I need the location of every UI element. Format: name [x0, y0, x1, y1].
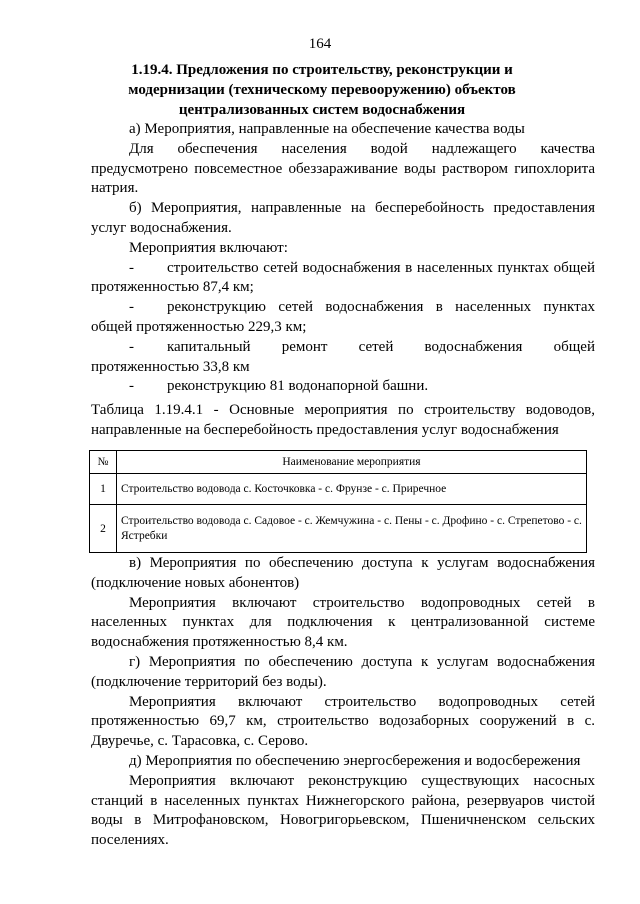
paragraph-d-text: Мероприятия включают реконструкцию существующих насосных станций в населенных пунктах Нижнегорского района, резервуаров чистой воды в Митрофановском, Новогригорьевском, Пшеничненском сельских поселениях.	[91, 772, 595, 849]
measures-table	[89, 450, 587, 553]
section-heading: 1.19.4. Предложения по строительству, реконструкции и модернизации (техническому перевооружению) объектов централизованных систем водоснабжения	[128, 62, 516, 118]
table-cell-number: 1	[90, 474, 117, 505]
list-item	[91, 298, 595, 338]
paragraph-b-title: б) Мероприятия, направленные на бесперебойность предоставления услуг водоснабжения.	[91, 200, 595, 236]
paragraph-d-title: д) Мероприятия по обеспечению энергосбережения и водосбережения	[129, 752, 581, 769]
list-item-text: реконструкцию сетей водоснабжения в населенных пунктах общей протяженностью 229,3 км;	[91, 299, 595, 335]
table-cell-name: Строительство водовода с. Садовое - с. Жемчужина - с. Пены - с. Дрофино - с. Стрепетово - с. Ястребки	[117, 505, 587, 553]
paragraph-v-text: Мероприятия включают строительство водопроводных сетей в населенных пунктах для подключения к централизованной системе водоснабжения протяженностью 8,4 км.	[91, 594, 595, 651]
list-item-text: реконструкцию 81 водонапорной башни.	[167, 378, 429, 395]
paragraph-g-title: г) Мероприятия по обеспечению доступа к услугам водоснабжения (подключение территорий без воды).	[91, 653, 595, 690]
page-number: 164	[308, 36, 332, 52]
paragraph-v-title: в) Мероприятия по обеспечению доступа к услугам водоснабжения (подключение новых абонентов)	[91, 555, 595, 591]
table-cell-number: 2	[90, 505, 117, 553]
list-item	[91, 259, 595, 299]
list-dash: -	[129, 259, 134, 276]
section-body-top	[91, 120, 595, 441]
table-header-row	[90, 451, 587, 474]
paragraph-g-text: Мероприятия включают строительство водопроводных сетей протяженностью 69,7 км, строительство водозаборных сооружений в с. Двуречье, с. Тарасовка, с. Серово.	[91, 693, 595, 750]
table-header-number: №	[90, 451, 117, 474]
list-item	[91, 338, 595, 378]
list-item-text: капитальный ремонт сетей водоснабжения общей протяженностью 33,8 км	[91, 338, 595, 375]
list-dash: -	[129, 338, 134, 355]
list-dash: -	[129, 378, 134, 395]
table-row	[90, 474, 587, 505]
list-item-text: строительство сетей водоснабжения в населенных пунктах общей протяженностью 87,4 км;	[91, 259, 595, 296]
table-caption: Таблица 1.19.4.1 - Основные мероприятия по строительству водоводов, направленные на бесперебойность предоставления услуг водоснабжения	[91, 402, 595, 438]
paragraph-includes: Мероприятия включают:	[129, 239, 288, 256]
list-dash: -	[129, 299, 134, 316]
section-body-bottom	[91, 554, 595, 851]
list-item	[91, 377, 595, 397]
table-header-name: Наименование мероприятия	[117, 451, 587, 474]
paragraph-a-text: Для обеспечения населения водой надлежащего качества предусмотрено повсеместное обеззараживание воды раствором гипохлорита натрия.	[91, 140, 595, 197]
paragraph-a-title: а) Мероприятия, направленные на обеспечение качества воды	[129, 121, 525, 137]
table-row	[90, 505, 587, 553]
table-cell-name: Строительство водовода с. Косточковка - с. Фрунзе - с. Приречное	[117, 474, 587, 505]
